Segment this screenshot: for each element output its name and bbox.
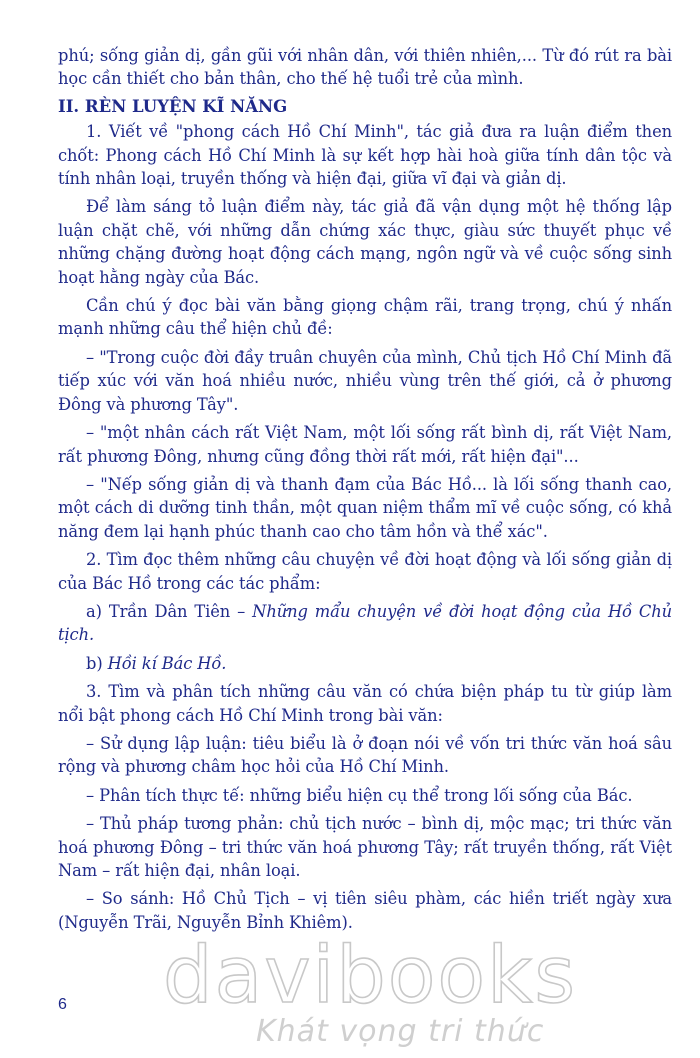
page-number: 6 xyxy=(58,996,67,1013)
list-item-prefix: b) xyxy=(86,653,108,673)
paragraph: 3. Tìm và phân tích những câu văn có chứa biện pháp tu từ giúp làm nổi bật phong cách Hồ Chí Minh trong bài văn: xyxy=(58,682,672,725)
book-title: Hồi kí Bác Hồ. xyxy=(107,653,227,673)
book-title: Những mẩu chuyện về đời hoạt động của Hồ Chủ tịch. xyxy=(58,601,672,645)
watermark-slogan: Khát vọng tri thức xyxy=(256,1014,545,1049)
paragraph: 1. Viết về "phong cách Hồ Chí Minh", tác giả đưa ra luận điểm then chốt: Phong cách Hồ Chí Minh là sự kết hợp hài hoà giữa tính dân tộc và tính nhân loại, truyền thống và hiện đại, giữa vĩ đại và giản dị. xyxy=(58,122,672,189)
paragraph: 2. Tìm đọc thêm những câu chuyện về đời hoạt động và lối sống giản dị của Bác Hồ trong các tác phẩm: xyxy=(58,550,672,593)
list-item-prefix: a) Trần Dân Tiên – xyxy=(86,601,253,621)
list-item: – So sánh: Hồ Chủ Tịch – vị tiên siêu phàm, các hiền triết ngày xưa (Nguyễn Trãi, Nguyễn Bỉnh Khiêm). xyxy=(58,889,672,932)
quote-item: – "Trong cuộc đời đầy truân chuyên của mình, Chủ tịch Hồ Chí Minh đã tiếp xúc với văn hoá nhiều nước, nhiều vùng trên thế giới, cả ở phương Đông và phương Tây". xyxy=(58,347,672,414)
list-item: – Thủ pháp tương phản: chủ tịch nước – bình dị, mộc mạc; tri thức văn hoá phương Đông – tri thức văn hoá phương Tây; rất truyền thống, rất Việt Nam – rất hiện đại, nhân loại. xyxy=(58,814,672,880)
watermark-logo xyxy=(150,936,590,1012)
body-text xyxy=(58,44,672,939)
paragraph: Để làm sáng tỏ luận điểm này, tác giả đã vận dụng một hệ thống lập luận chặt chẽ, với những dẫn chứng xác thực, giàu sức thuyết phục về những chặng đường hoạt động cách mạng, ngôn ngữ và về cuộc sống sinh hoạt hằng ngày của Bác. xyxy=(58,197,672,287)
paragraph-continuation: phú; sống giản dị, gần gũi với nhân dân, với thiên nhiên,... Từ đó rút ra bài học cần thiết cho bản thân, cho thế hệ tuổi trẻ của mình. xyxy=(58,46,672,89)
quote-item: – "Nếp sống giản dị và thanh đạm của Bác Hồ... là lối sống thanh cao, một cách di dưỡng tinh thần, một quan niệm thẩm mĩ về cuộc sống, có khả năng đem lại hạnh phúc thanh cao cho tâm hồn và thể xác". xyxy=(58,474,672,541)
watermark-logo-text: davibooks xyxy=(163,936,577,1012)
list-item: – Sử dụng lập luận: tiêu biểu là ở đoạn nói về vốn tri thức văn hoá sâu rộng và phương châm học hỏi của Hồ Chí Minh. xyxy=(58,733,672,777)
paragraph: Cần chú ý đọc bài văn bằng giọng chậm rãi, trang trọng, chú ý nhấn mạnh những câu thể hiện chủ đề: xyxy=(58,296,672,339)
list-item xyxy=(58,652,672,675)
list-item xyxy=(58,600,672,647)
section-heading: II. RÈN LUYỆN KĨ NĂNG xyxy=(58,96,288,116)
quote-item: – "một nhân cách rất Việt Nam, một lối sống rất bình dị, rất Việt Nam, rất phương Đông, nhưng cũng đồng thời rất mới, rất hiện đại"... xyxy=(58,423,672,466)
list-item: – Phân tích thực tế: những biểu hiện cụ thể trong lối sống của Bác. xyxy=(86,785,633,805)
